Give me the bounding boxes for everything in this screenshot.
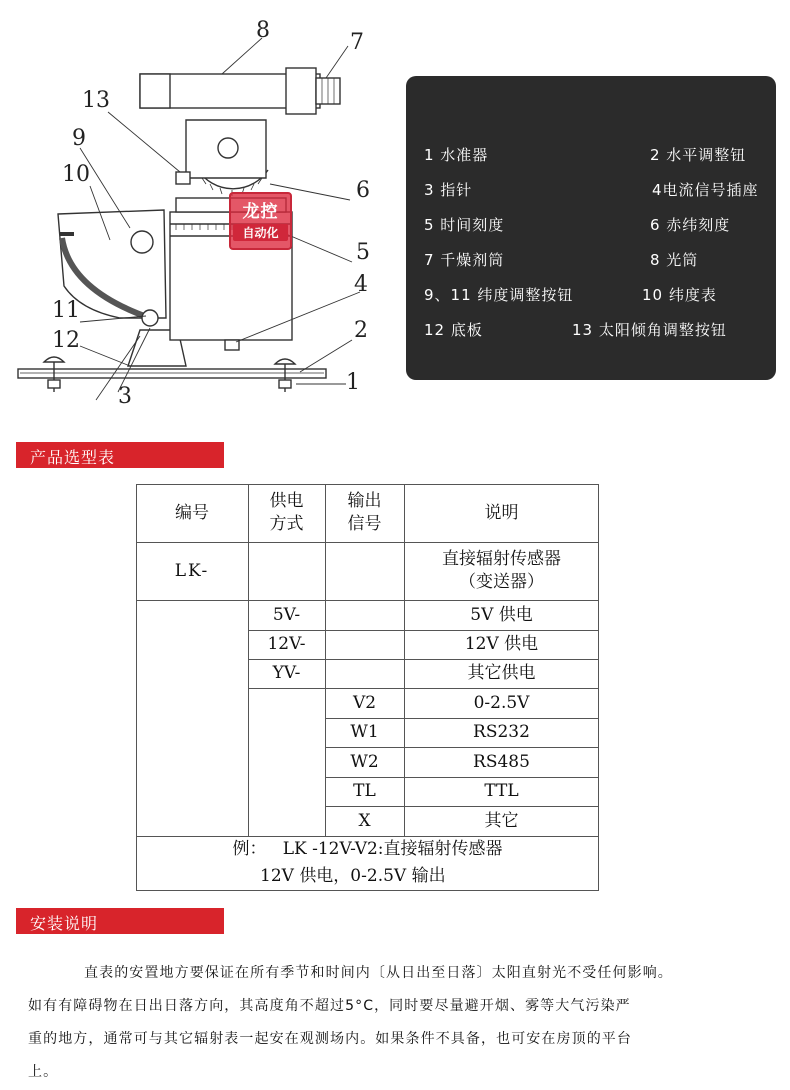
callout-3: 3 — [118, 384, 132, 409]
callout-5: 5 — [356, 240, 370, 265]
install-paragraph-line: 直表的安置地方要保证在所有季节和时间内〔从日出至日落〕太阳直射光不受任何影响。 — [84, 965, 673, 981]
install-paragraph-line: 如有有障碍物在日出日落方向，其高度角不超过5°C，同时要尽量避开烟、雾等大气污染严 — [28, 998, 631, 1014]
output-desc-cell: RS485 — [473, 751, 530, 772]
legend-item: 4电流信号插座 — [652, 181, 759, 199]
base-code-cell: LK- — [174, 560, 210, 581]
power-code-cell: YV- — [272, 663, 301, 683]
power-code-cell: 5V- — [272, 604, 301, 625]
callout-2: 2 — [354, 318, 368, 343]
instrument-drawing — [0, 0, 400, 420]
legend-item: 8 光筒 — [650, 251, 699, 269]
output-code-cell: W1 — [350, 722, 379, 742]
legend-item: 13 太阳倾角调整按钮 — [572, 321, 727, 339]
watermark-logo — [229, 192, 292, 250]
output-desc-cell: 0-2.5V — [473, 692, 530, 713]
power-desc-cell: 12V 供电 — [464, 634, 539, 654]
legend-item: 6 赤纬刻度 — [650, 216, 731, 234]
install-paragraph-line: 上。 — [28, 1064, 59, 1080]
callout-4: 4 — [354, 272, 368, 297]
example-line-2: 12V 供电，0-2.5V 输出 — [260, 866, 446, 886]
callout-8: 8 — [256, 18, 270, 43]
power-desc-cell: 5V 供电 — [470, 604, 533, 625]
callout-13: 13 — [82, 88, 110, 113]
output-code-cell: TL — [353, 781, 376, 801]
section-title: 安装说明 — [30, 914, 99, 933]
output-code-cell: V2 — [352, 692, 377, 713]
section-header-install — [16, 908, 224, 934]
header-desc: 说明 — [484, 502, 519, 523]
legend-item: 7 千燥剂筒 — [424, 251, 505, 269]
parts-legend-panel — [406, 76, 776, 380]
output-desc-cell: TTL — [484, 781, 519, 801]
selection-table — [136, 484, 599, 891]
section-header-selection — [16, 442, 224, 468]
legend-item: 2 水平调整钮 — [650, 146, 747, 164]
output-desc-cell: RS232 — [473, 722, 530, 742]
install-paragraph-line: 重的地方，通常可与其它辐射表一起安在观测场内。如果条件不具备，也可安在房顶的平台 — [28, 1031, 632, 1047]
example-line-1: 例： LK -12V-V2:直接辐射传感器 — [232, 839, 503, 859]
legend-item: 10 纬度表 — [642, 286, 717, 304]
callout-1: 1 — [346, 370, 360, 395]
instrument-diagram — [0, 0, 400, 420]
header-code: 编号 — [175, 502, 209, 523]
callout-9: 9 — [72, 126, 86, 151]
output-desc-cell: 其它 — [484, 810, 519, 831]
callout-10: 10 — [62, 162, 90, 187]
header-power: 供电 方式 — [269, 491, 304, 534]
callout-7: 7 — [350, 30, 364, 55]
output-code-cell: X — [358, 810, 371, 831]
legend-item: 9、11 纬度调整按钮 — [424, 286, 574, 304]
legend-item: 1 水准器 — [424, 146, 489, 164]
output-code-cell: W2 — [350, 751, 379, 772]
callout-12: 12 — [52, 328, 80, 353]
power-code-cell: 12V- — [267, 634, 306, 654]
power-desc-cell: 其它供电 — [467, 663, 536, 683]
watermark-line2: 自动化 — [233, 224, 288, 241]
legend-item: 12 底板 — [424, 321, 483, 339]
section-title: 产品选型表 — [30, 448, 116, 467]
base-desc-cell: 直接辐射传感器 （变送器） — [442, 549, 561, 592]
callout-11: 11 — [52, 298, 80, 323]
callout-6: 6 — [356, 178, 370, 203]
header-output: 输出 信号 — [347, 491, 382, 534]
legend-item: 3 指针 — [424, 181, 473, 199]
watermark-line1: 龙控 — [242, 202, 279, 222]
legend-item: 5 时间刻度 — [424, 216, 505, 234]
